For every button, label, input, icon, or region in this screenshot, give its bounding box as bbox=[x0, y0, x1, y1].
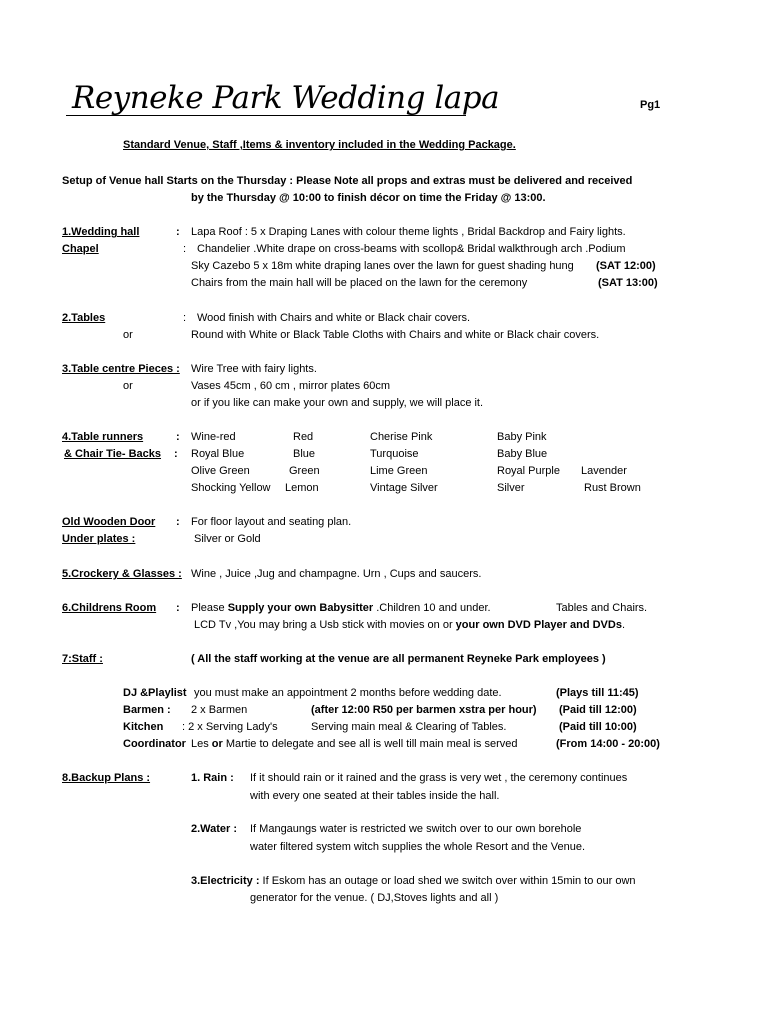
centre-line-3: or if you like can make your own and supply, we will place it. bbox=[191, 397, 484, 409]
staff-time: (Paid till 12:00) bbox=[559, 704, 637, 716]
staff-note: ( All the staff working at the venue are all permanent Reyneke Park employees ) bbox=[191, 653, 606, 665]
colour-cell: Cherise Pink bbox=[370, 431, 433, 443]
colour-cell: Lime Green bbox=[370, 465, 428, 477]
document-subtitle: Standard Venue, Staff ,Items & inventory included in the Wedding Package. bbox=[123, 139, 516, 151]
colour-cell: Lemon bbox=[285, 482, 319, 494]
water-label: 2.Water : bbox=[191, 823, 238, 835]
runners-colon: : bbox=[176, 431, 180, 443]
crockery-value: Wine , Juice ,Jug and champagne. Urn , Cups and saucers. bbox=[191, 568, 482, 580]
hall-line-3: Sky Cazebo 5 x 18m white draping lanes over the lawn for guest shading hung bbox=[191, 260, 574, 272]
colour-cell: Vintage Silver bbox=[370, 482, 438, 494]
colour-cell: Turquoise bbox=[370, 448, 419, 460]
colour-cell: Royal Purple bbox=[497, 465, 560, 477]
staff-extra: (after 12:00 R50 per barmen xstra per hour) bbox=[311, 704, 537, 716]
wooden-door-colon: : bbox=[176, 516, 180, 528]
rain-line-1: If it should rain or it rained and the grass is very wet , the ceremony continues bbox=[250, 772, 628, 784]
setup-line-1: Setup of Venue hall Starts on the Thursday : Please Note all props and extras must be delivered and received bbox=[62, 175, 633, 187]
colour-cell: Royal Blue bbox=[191, 448, 245, 460]
staff-role: Barmen : bbox=[123, 704, 171, 716]
water-line-1: If Mangaungs water is restricted we switch over to our own borehole bbox=[250, 823, 582, 835]
wedding-hall-label: 1.Wedding hall bbox=[62, 226, 140, 238]
hall-line-3-time: (SAT 12:00) bbox=[596, 260, 656, 272]
staff-role: DJ &Playlist bbox=[123, 687, 187, 699]
colour-cell: Baby Blue bbox=[497, 448, 548, 460]
colour-cell: Blue bbox=[293, 448, 316, 460]
electricity-line-2: generator for the venue. ( DJ,Stoves lights and all ) bbox=[250, 892, 499, 904]
under-plates-value: Silver or Gold bbox=[194, 533, 261, 545]
hall-line-4-time: (SAT 13:00) bbox=[598, 277, 658, 289]
colour-cell: Green bbox=[289, 465, 320, 477]
centre-pieces-label: 3.Table centre Pieces : bbox=[62, 363, 180, 375]
colour-cell: Wine-red bbox=[191, 431, 236, 443]
childrens-room-label: 6.Childrens Room bbox=[62, 602, 157, 614]
childrens-room-colon: : bbox=[176, 602, 180, 614]
staff-role: Kitchen bbox=[123, 721, 164, 733]
rain-line-2: with every one seated at their tables inside the hall. bbox=[250, 790, 500, 802]
staff-desc: 2 x Barmen bbox=[191, 704, 248, 716]
water-line-2: water filtered system witch supplies the whole Resort and the Venue. bbox=[250, 841, 586, 853]
staff-desc: Les or Martie to delegate and see all is well till main meal is served bbox=[191, 738, 518, 750]
rain-label: 1. Rain : bbox=[191, 772, 234, 784]
title-underline bbox=[66, 115, 466, 116]
staff-extra: Serving main meal & Clearing of Tables. bbox=[311, 721, 507, 733]
staff-label: 7:Staff : bbox=[62, 653, 103, 665]
colour-cell: Red bbox=[293, 431, 314, 443]
wooden-door-label: Old Wooden Door bbox=[62, 516, 156, 528]
chapel-colon: : bbox=[183, 243, 187, 255]
tables-colon: : bbox=[183, 312, 187, 324]
centre-or: or bbox=[123, 380, 133, 392]
hall-line-1: Lapa Roof : 5 x Draping Lanes with colour theme lights , Bridal Backdrop and Fairy lights. bbox=[191, 226, 626, 238]
chapel-label: Chapel bbox=[62, 243, 99, 255]
wooden-door-value: For floor layout and seating plan. bbox=[191, 516, 352, 528]
tables-line-2: Round with White or Black Table Cloths with Chairs and white or Black chair covers. bbox=[191, 329, 600, 341]
crockery-label: 5.Crockery & Glasses : bbox=[62, 568, 182, 580]
page-number: Pg1 bbox=[640, 99, 661, 111]
wedding-hall-colon: : bbox=[176, 226, 180, 238]
centre-line-1: Wire Tree with fairy lights. bbox=[191, 363, 317, 375]
staff-role: Coordinator bbox=[123, 738, 186, 750]
childrens-tables-chairs: Tables and Chairs. bbox=[556, 602, 648, 614]
staff-time: (Plays till 11:45) bbox=[556, 687, 639, 699]
runners-label: 4.Table runners bbox=[62, 431, 144, 443]
colour-cell: Lavender bbox=[581, 465, 627, 477]
colour-cell: Olive Green bbox=[191, 465, 250, 477]
centre-line-2: Vases 45cm , 60 cm , mirror plates 60cm bbox=[191, 380, 391, 392]
childrens-line-2: LCD Tv ,You may bring a Usb stick with movies on or your own DVD Player and DVDs. bbox=[194, 619, 625, 631]
backup-plans-label: 8.Backup Plans : bbox=[62, 772, 151, 784]
electricity-line-1: 3.Electricity : If Eskom has an outage or load shed we switch over within 15min to our own bbox=[191, 875, 636, 887]
tables-or: or bbox=[123, 329, 133, 341]
colour-cell: Shocking Yellow bbox=[191, 482, 271, 494]
staff-time: (Paid till 10:00) bbox=[559, 721, 637, 733]
hall-line-2: Chandelier .White drape on cross-beams with scollop& Bridal walkthrough arch .Podium bbox=[197, 243, 626, 255]
tie-backs-colon: : bbox=[174, 448, 178, 460]
tables-line-1: Wood finish with Chairs and white or Black chair covers. bbox=[197, 312, 471, 324]
colour-cell: Rust Brown bbox=[584, 482, 641, 494]
tie-backs-label: & Chair Tie- Backs bbox=[64, 448, 162, 460]
colour-cell: Silver bbox=[497, 482, 525, 494]
under-plates-label: Under plates : bbox=[62, 533, 136, 545]
tables-label: 2.Tables bbox=[62, 312, 106, 324]
staff-desc: : 2 x Serving Lady's bbox=[182, 721, 278, 733]
hall-line-4: Chairs from the main hall will be placed on the lawn for the ceremony bbox=[191, 277, 528, 289]
staff-time: (From 14:00 - 20:00) bbox=[556, 738, 660, 750]
setup-line-2: by the Thursday @ 10:00 to finish décor on time the Friday @ 13:00. bbox=[191, 192, 546, 204]
document-title: Reyneke Park Wedding lapa bbox=[72, 80, 500, 116]
staff-desc: you must make an appointment 2 months before wedding date. bbox=[194, 687, 502, 699]
colour-cell: Baby Pink bbox=[497, 431, 547, 443]
childrens-line-1: Please Supply your own Babysitter .Children 10 and under. bbox=[191, 602, 491, 614]
